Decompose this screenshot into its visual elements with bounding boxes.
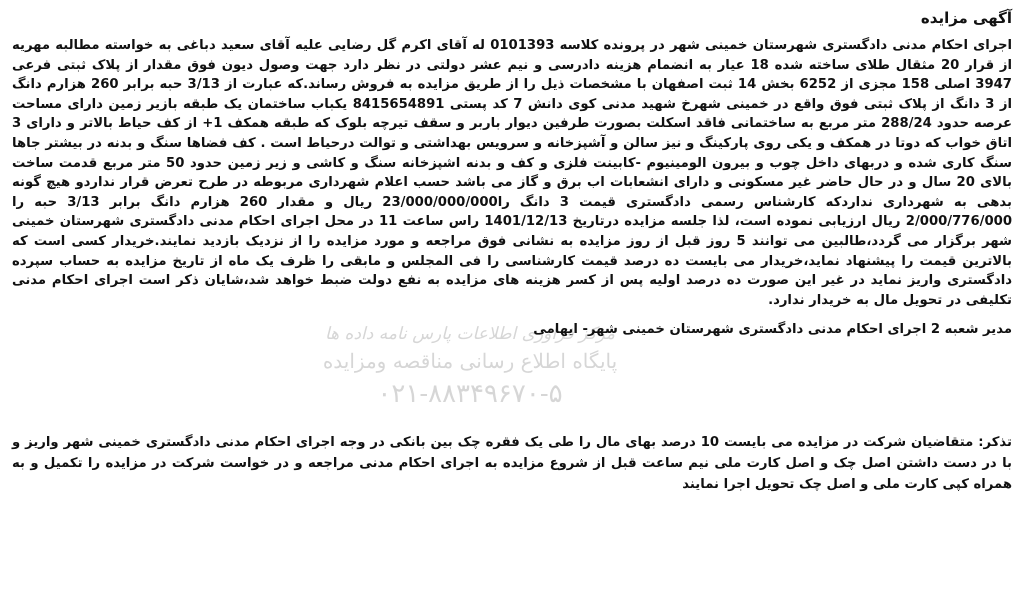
notice-note: تذکر: متقاضیان شرکت در مزایده می بایست 10 درصد بهای مال را طی یک فقره چک بین بانکی در وجه اجرای احکام مدنی دادگستری خمینی شهر واریز و با در دست داشتن اصل چک و اصل کارت ملی نیم ساعت قبل از شروع مزایده به اجرای احکام مدنی مراجعه و در خواست شرکت در مزایده را تکمیل و به همراه کپی کارت ملی و اصل چک تحویل اجرا نمایند: [12, 435, 1012, 492]
notice-content: [12, 8, 1012, 340]
notice-signature: مدیر شعبه 2 اجرای احکام مدنی دادگستری شهرستان خمینی شهر- ایهامی: [533, 322, 1012, 338]
notice-body: اجرای احکام مدنی دادگستری شهرستان خمینی شهر در پرونده کلاسه 0101393 له آقای اکرم گل رضایی علیه آقای سعید دباغی به خواسته مطالبه مهریه از قرار 20 مثقال طلای ساخته شده 18 عیار به انضمام هزینه دادرسی و نیم عشر دولتی در نظر دارد جهت وصول دیون فوق مقدار از پلاک ثبتی فرعی 3947 اصلی 158 مجزی از 6252 بخش 14 ثبت اصفهان با مشخصات ذیل را از طریق مزایده به فروش رساند.که عبارت از 3/13 حبه برابر 260 هزارم دانگ از 3 دانگ از پلاک ثبتی فوق واقع در خمینی شهرخ شهید مدنی کوی دانش 7 کد پستی 8415654891 یکباب ساختمان یک طبقه بازیر زمین دارای مساحت عرصه حدود 288/24 متر مربع به ساختمانی فاقد اسکلت بصورت طرفین دیوار باربر و سقف تیرچه بلوک که طبقه همکف 1+ از کف حیاط بالاتر و دارای 3 اتاق خواب که دوتا در همکف و یکی روی پارکینگ و نیز سالن و آشپزخانه و سرویس بهداشتی و توالت درحیاط است . کف فضاها سنگ و بدنه در بیشتر جاها سنگ کاری شده و دربهای داخل چوب و بیرون الومینیوم -کابینت فلزی و کف و بدنه اشپزخانه سنگ و کاشی و زیر زمین حدود 50 متر مربع قدمت ساخت بالای 20 سال و در حال حاضر غیر مسکونی و دارای انشعابات اب برق و گاز می باشد حسب اعلام شهرداری مربوطه در طرح تعرض قرار نداردو هیچ گونه بدهی به شهرداری نداردکه کارشناس رسمی دادگستری قیمت 3 دانگ را23/000/000/000 ریال و مقدار 260 هزارم دانگ برابر 3/13 حبه را 2/000/776/000 ریال ارزیابی نموده است، لذا جلسه مزایده درتاریخ 1401/12/13 راس ساعت 11 در محل اجرای احکام مدنی دادگستری شهرستان خمینی شهر برگزار می گردد،طالبین می توانند 5 روز قبل از روز مزایده به نشانی فوق مراجعه و مورد مزایده را از نزدیک بازدید نمایند.خریدار کسی است که بالاترین قیمت را پیشنهاد نماید،خریدار می بایست ده درصد قیمت کارشناسی را فی المجلس و مابقی را ظرف یک ماه از تاریخ مزایده به حساب سپرده دادگستری واریز نماید در غیر این صورت ده درصد اولیه پس از کسر هزینه های مزایده به نفع دولت ضبط خواهد شد،شایان ذکر است اجرای احکام مدنی تکلیفی در تحویل مال به خریدار ندارد.: [12, 38, 1013, 308]
watermark-line-3: ۰۲۱-۸۸۳۴۹۶۷۰-۵: [377, 379, 563, 409]
notice-title: آگهی مزایده: [920, 9, 1012, 27]
watermark-line-2: پایگاه اطلاع رسانی مناقصه ومزایده: [322, 349, 618, 373]
watermark-line-1: مرکز فراوری اطلاعات پارس نامه داده ها: [325, 324, 615, 344]
